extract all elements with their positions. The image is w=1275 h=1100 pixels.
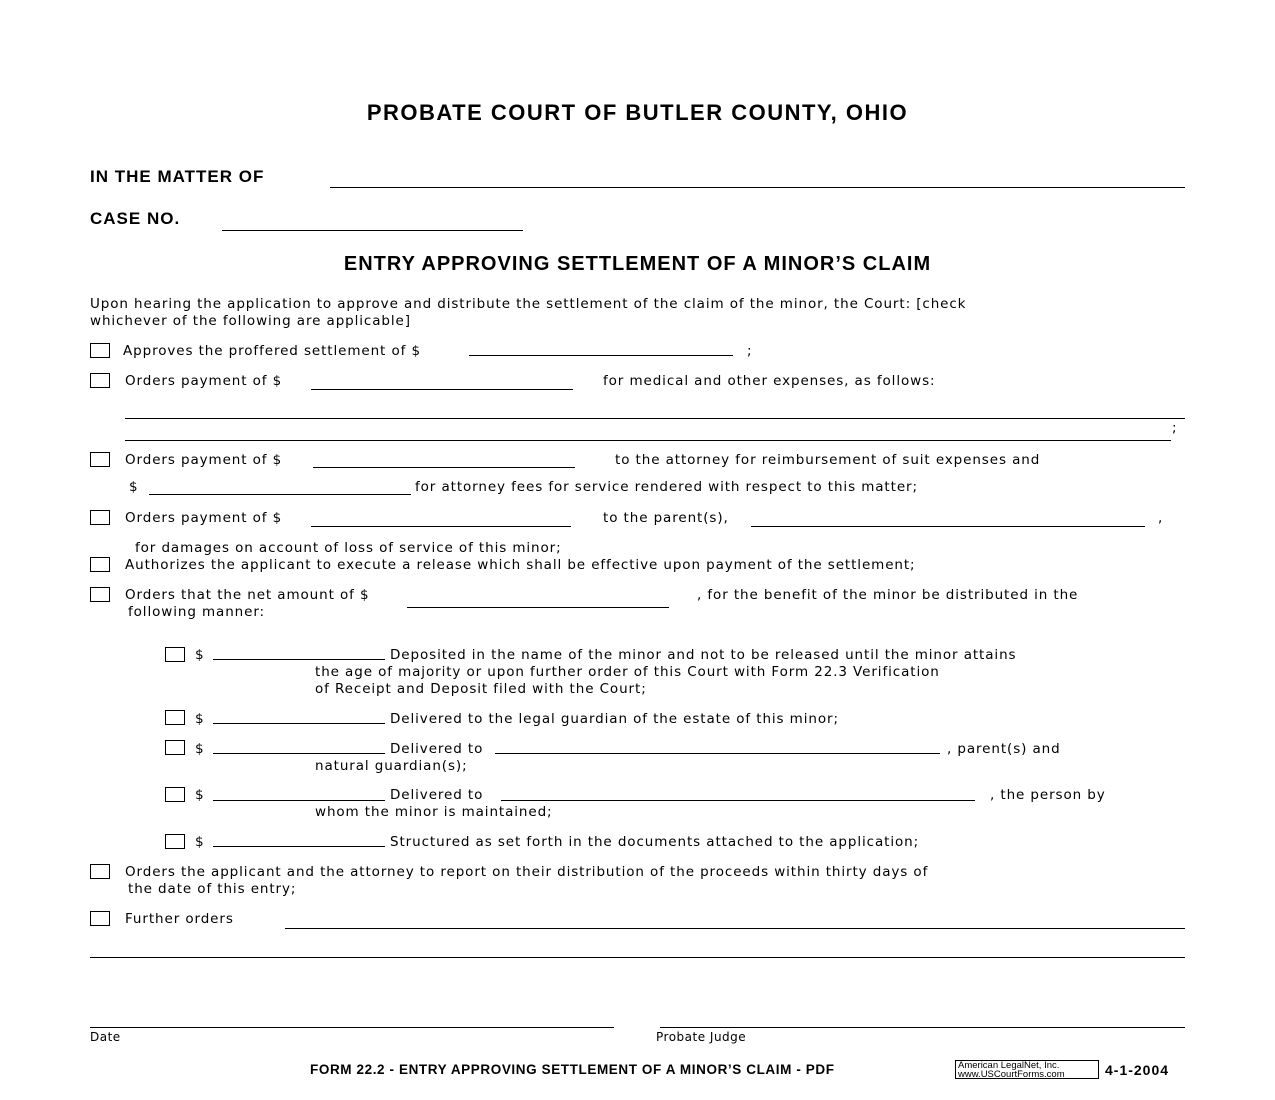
- orders-payment-label: Orders payment of $: [125, 452, 283, 468]
- form-heading: ENTRY APPROVING SETTLEMENT OF A MINOR’S CLAIM: [343, 253, 932, 275]
- dollar-sign: $: [195, 787, 205, 803]
- judge-signature-field[interactable]: [660, 1027, 1185, 1028]
- further-orders-label: Further orders: [125, 911, 234, 927]
- judge-label: Probate Judge: [656, 1030, 747, 1044]
- net-amount-label: Orders that the net amount of $: [125, 587, 370, 603]
- parents-label: to the parent(s),: [603, 510, 729, 526]
- orders-payment-label: Orders payment of $: [125, 373, 283, 389]
- deposited-amount-field[interactable]: [213, 659, 385, 660]
- parent-guardian-amount-field[interactable]: [213, 753, 385, 754]
- legal-guardian-amount-field[interactable]: [213, 723, 385, 724]
- net-amount-checkbox[interactable]: [90, 587, 110, 602]
- medical-label: for medical and other expenses, as follows:: [603, 373, 936, 389]
- parent-guardian-name-field[interactable]: [495, 753, 940, 754]
- delivered-to-label: Delivered to: [390, 741, 484, 757]
- deposited-label: Deposited in the name of the minor and not to be released until the minor attains: [390, 647, 1017, 663]
- dollar-sign: $: [195, 741, 205, 757]
- dollar-sign: $: [129, 479, 139, 495]
- date-field[interactable]: [90, 1027, 614, 1028]
- person-name-field[interactable]: [501, 800, 975, 801]
- authorizes-label: Authorizes the applicant to execute a release which shall be effective upon payment of the settlement;: [125, 557, 916, 573]
- further-orders-checkbox[interactable]: [90, 911, 110, 926]
- structured-checkbox[interactable]: [165, 834, 185, 849]
- settlement-amount-field[interactable]: [469, 355, 733, 356]
- further-orders-field[interactable]: [90, 957, 1185, 958]
- parents-amount-field[interactable]: [311, 526, 571, 527]
- medical-checkbox[interactable]: [90, 373, 110, 388]
- dollar-sign: $: [195, 834, 205, 850]
- punctuation: ;: [747, 343, 753, 359]
- page-title: PROBATE COURT OF BUTLER COUNTY, OHIO: [366, 100, 909, 125]
- attorney-fees-field[interactable]: [149, 494, 411, 495]
- parent-guardian-label: natural guardian(s);: [315, 758, 468, 774]
- punctuation: ,: [1158, 510, 1164, 526]
- parents-checkbox[interactable]: [90, 510, 110, 525]
- attorney-label: to the attorney for reimbursement of suit expenses and: [615, 452, 1041, 468]
- medical-amount-field[interactable]: [311, 389, 573, 390]
- person-label: , the person by: [990, 787, 1106, 803]
- deposited-checkbox[interactable]: [165, 647, 185, 662]
- medical-details-field[interactable]: [125, 418, 1185, 419]
- approves-checkbox[interactable]: [90, 343, 110, 358]
- case-label: CASE NO.: [90, 209, 181, 228]
- dollar-sign: $: [195, 711, 205, 727]
- intro-line: whichever of the following are applicable]: [90, 313, 411, 329]
- authorizes-checkbox[interactable]: [90, 557, 110, 572]
- intro-line: Upon hearing the application to approve and distribute the settlement of the claim of the minor, the Court: [check: [90, 296, 967, 312]
- deposited-label: of Receipt and Deposit filed with the Court;: [315, 681, 647, 697]
- attorney-fees-label: for attorney fees for service rendered with respect to this matter;: [415, 479, 918, 495]
- report-label: the date of this entry;: [128, 881, 297, 897]
- brand-name: American LegalNet, Inc.: [958, 1060, 1060, 1071]
- deposited-label: the age of majority or upon further order of this Court with Form 22.3 Verification: [315, 664, 940, 680]
- further-orders-field[interactable]: [285, 928, 1185, 929]
- report-label: Orders the applicant and the attorney to report on their distribution of the proceeds within thirty days of: [125, 864, 929, 880]
- structured-label: Structured as set forth in the documents attached to the application;: [390, 834, 920, 850]
- punctuation: ;: [1172, 420, 1178, 436]
- parent-guardian-label: , parent(s) and: [947, 741, 1061, 757]
- parent-guardian-checkbox[interactable]: [165, 740, 185, 755]
- medical-details-field[interactable]: [125, 440, 1171, 441]
- report-checkbox[interactable]: [90, 864, 110, 879]
- footer-date: 4-1-2004: [1105, 1062, 1170, 1078]
- damages-label: for damages on account of loss of service of this minor;: [135, 540, 562, 556]
- benefit-label: , for the benefit of the minor be distributed in the: [697, 587, 1079, 603]
- parents-name-field[interactable]: [751, 526, 1145, 527]
- footer-form-title: FORM 22.2 - ENTRY APPROVING SETTLEMENT OF A MINOR’S CLAIM - PDF: [310, 1062, 835, 1077]
- dollar-sign: $: [195, 647, 205, 663]
- person-amount-field[interactable]: [213, 800, 385, 801]
- case-number-field[interactable]: [222, 230, 523, 231]
- date-label: Date: [90, 1030, 121, 1044]
- orders-payment-label: Orders payment of $: [125, 510, 283, 526]
- delivered-to-label: Delivered to: [390, 787, 484, 803]
- net-amount-field[interactable]: [407, 607, 669, 608]
- following-label: following manner:: [128, 604, 265, 620]
- matter-label: IN THE MATTER OF: [90, 167, 265, 186]
- attorney-expenses-field[interactable]: [313, 467, 575, 468]
- legal-guardian-checkbox[interactable]: [165, 710, 185, 725]
- brand-url: www.USCourtForms.com: [958, 1069, 1065, 1080]
- attorney-checkbox[interactable]: [90, 452, 110, 467]
- matter-field[interactable]: [330, 187, 1185, 188]
- structured-amount-field[interactable]: [213, 846, 385, 847]
- brand-stamp: [955, 1060, 1099, 1079]
- legal-guardian-label: Delivered to the legal guardian of the estate of this minor;: [390, 711, 839, 727]
- person-maintaining-checkbox[interactable]: [165, 787, 185, 802]
- person-label: whom the minor is maintained;: [315, 804, 553, 820]
- approves-label: Approves the proffered settlement of $: [123, 343, 421, 359]
